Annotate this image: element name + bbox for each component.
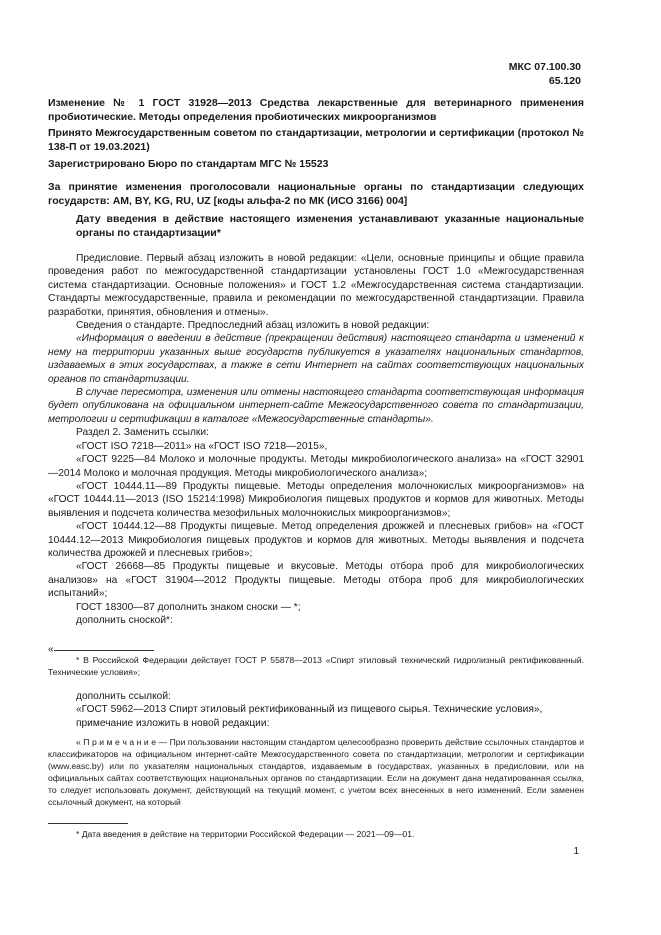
page-footnote-divider xyxy=(48,823,128,824)
footnote-open-quote: « xyxy=(48,644,54,655)
paragraph-ref-gost10444-12: «ГОСТ 10444.12—88 Продукты пищевые. Метод определения дрожжей и плесневых грибов» на «ГОСТ 10444.12—2013 Микробиология пищевых продуктов и кормов для животных. Методы выявления и подсчета количества дрожжей и плесневых грибов»; xyxy=(48,521,584,559)
paragraph-ref-gost26668: «ГОСТ 26668—85 Продукты пищевые и вкусовые. Методы отбора проб для микробиологических анализов» на «ГОСТ 31904—2012 Продукты пищевые. Методы отбора проб для микробиологических испытаний»; xyxy=(48,561,584,600)
paragraph-add-footnote: дополнить сноской*: xyxy=(76,614,173,626)
inserted-footnote xyxy=(48,654,584,678)
paragraph-standard-info: Сведения о стандарте. Предпоследний абзац изложить в новой редакции: xyxy=(76,320,430,332)
paragraph-ref-gost18300: ГОСТ 18300—87 дополнить знаком сноски — *; xyxy=(76,601,301,613)
paragraph-info-quote: «Информация о введении в действие (прекращении действия) настоящего стандарта и изменений к нему на территории указанных выше государств публикуется в указателях национальных стандартов, издаваемых в этих государствах, а также в сети Интернет на сайтах соответствующих национальных органов по стандартизации. xyxy=(48,333,584,385)
paragraph-ref-iso7218: «ГОСТ ISO 7218—2011» на «ГОСТ ISO 7218—2015», xyxy=(76,440,328,452)
page-number: 1 xyxy=(573,846,579,857)
paragraph-ref-gost9225: «ГОСТ 9225—84 Молоко и молочные продукты. Методы микробиологического анализа» на «ГОСТ 32901—2014 Молоко и молочная продукция. Методы микробиологического анализа»; xyxy=(48,454,584,479)
paragraph-ref-gost10444-11: «ГОСТ 10444.11—89 Продукты пищевые. Методы определения молочнокислых микроорганизмов» на «ГОСТ 10444.11—2013 (ISO 15214:1998) Микробиология пищевых продуктов и кормов для животных. Методы выявления и подсчета количества мезофильных молочнокислых микроорганизмов»; xyxy=(48,480,584,519)
paragraph-note-intro: примечание изложить в новой редакции: xyxy=(76,717,270,729)
page-footnote-text: * Дата введения в действие на территории Российской Федерации — 2021—09—01. xyxy=(76,829,415,839)
classification-codes xyxy=(509,60,581,88)
paragraph-ref-gost5962: «ГОСТ 5962—2013 Спирт этиловый ректификованный из пищевого сырья. Технические условия», xyxy=(76,704,543,716)
paragraph-section-2: Раздел 2. Заменить ссылки: xyxy=(76,427,209,439)
amendment-body xyxy=(48,252,584,627)
amendment-title: Изменение № 1 ГОСТ 31928—2013 Средства лекарственные для ветеринарного применения пробиотические. Методы определения пробиотических микроорганизмов xyxy=(48,97,584,123)
voted-statement: За принятие изменения проголосовали национальные органы по стандартизации следующих государств: AM, BY, KG, RU, UZ [коды альфа-2 по МК (ИСО 3166) 004] xyxy=(48,181,584,207)
paragraph-add-reference: дополнить ссылкой: xyxy=(76,691,171,702)
mks-code: МКС 07.100.30 xyxy=(508,61,581,73)
amendment-body-continued xyxy=(48,690,584,730)
registered-statement: Зарегистрировано Бюро по стандартам МГС № 15523 xyxy=(48,158,329,170)
note-block xyxy=(48,736,584,808)
effective-date-statement: Дату введения в действие настоящего изменения устанавливают указанные национальные органы по стандартизации* xyxy=(76,213,584,239)
inserted-footnote-text: * В Российской Федерации действует ГОСТ Р 55878—2013 «Спирт этиловый технический гидролизный ректификованный. Технические условия»; xyxy=(48,655,584,677)
paragraph-revision-quote: В случае пересмотра, изменения или отмены настоящего стандарта соответствующая информация будет опубликована на официальном интернет-сайте Межгосударственного совета по стандартизации, метрологии и сертификации в каталоге «Межгосударственные стандарты». xyxy=(48,387,584,425)
mks-code-secondary: 65.120 xyxy=(548,75,581,87)
page-footnote xyxy=(48,828,584,840)
adopted-statement: Принято Межгосударственным советом по стандартизации, метрологии и сертификации (протокол № 138-П от 19.03.2021) xyxy=(48,127,584,153)
paragraph-preface: Предисловие. Первый абзац изложить в новой редакции: «Цели, основные принципы и общие правила проведения работ по межгосударственной стандартизации установлены ГОСТ 1.0 «Межгосударственная система стандартизации. Основные положения» и ГОСТ 1.2 «Межгосударственная система стандартизации. Стандарты межгосударственные, правила и рекомендации по межгосударственной стандартизации. Правила разработки, принятия, обновления и отмены». xyxy=(48,253,584,318)
footnote-divider xyxy=(54,650,154,651)
note-text: « П р и м е ч а н и е — При пользовании настоящим стандартом целесообразно проверить действие ссылочных стандартов и классификаторов на официальном интернет-сайте Межгосударственного совета по стандартизации, метрологии и сертификации (www.easc.by) или по указателям национальных стандартов, издаваемым в государствах, указанных в предисловии, или на официальных сайтах соответствующих национальных органов по стандартизации. Если на документ дана недатированная ссылка, то следует использовать документ, действующий на текущий момент, с учетом всех внесенных в него изменений. Если заменен ссылочный документ, на который xyxy=(48,737,584,807)
